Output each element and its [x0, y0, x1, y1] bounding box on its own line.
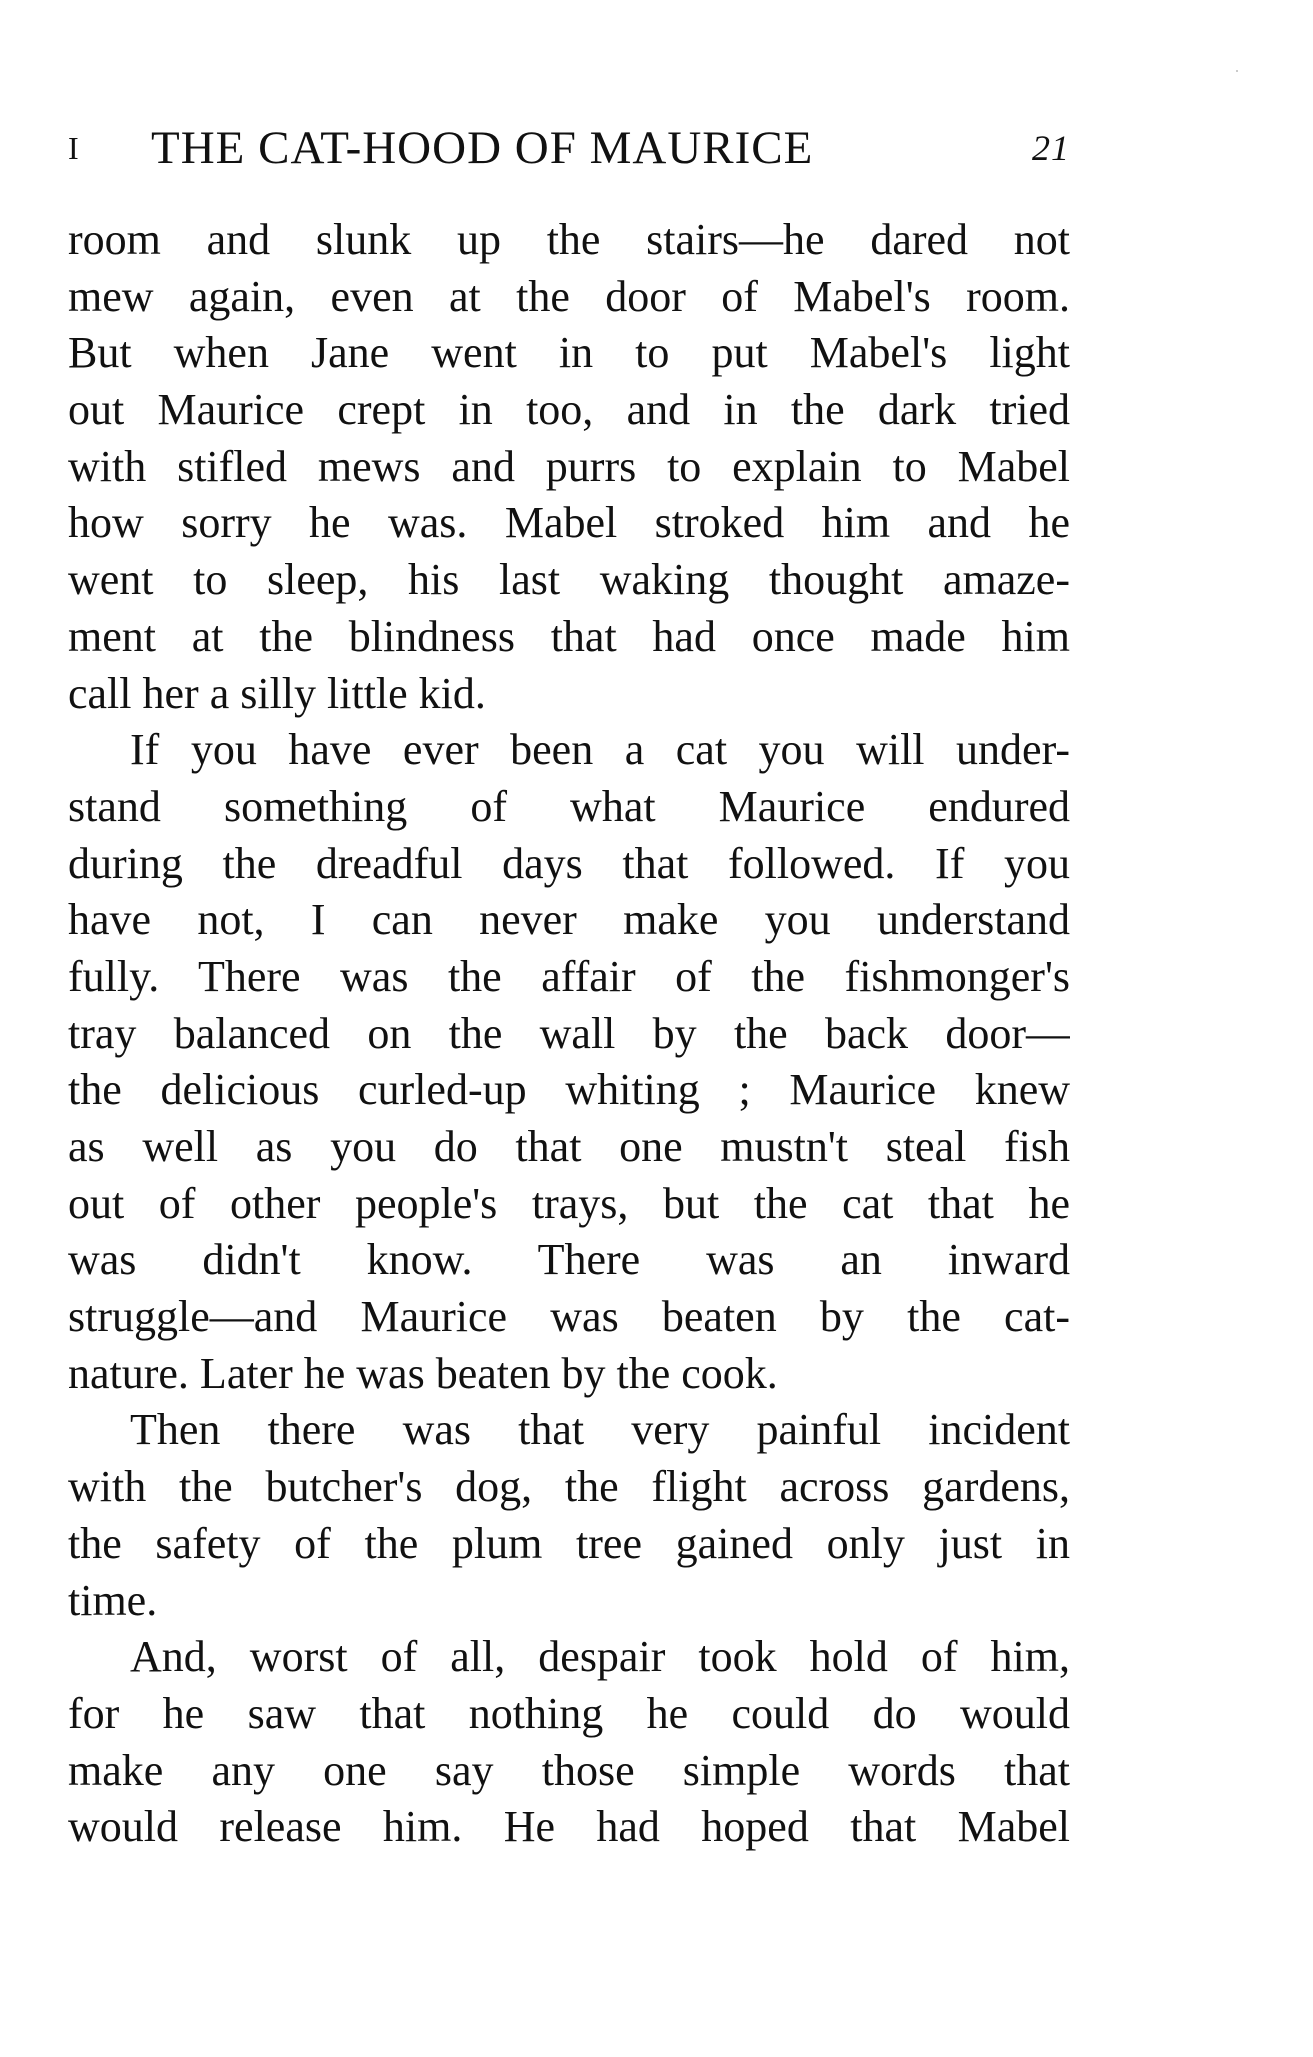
- paragraph: [68, 722, 1070, 1402]
- text-line: But when Jane went in to put Mabel's light: [68, 328, 1070, 378]
- text-line: with stifled mews and purrs to explain to Mabel: [68, 441, 1070, 491]
- text-line: how sorry he was. Mabel stroked him and he: [68, 498, 1070, 548]
- text-line: during the dreadful days that followed. If you: [68, 838, 1070, 888]
- text-line: for he saw that nothing he could do would: [68, 1688, 1070, 1738]
- text-line: call her a silly little kid.: [68, 668, 486, 718]
- text-line: would release him. He had hoped that Mabel: [68, 1802, 1070, 1852]
- paper-speck: [1236, 70, 1238, 72]
- text-line: out Maurice crept in too, and in the dark tried: [68, 385, 1070, 435]
- text-line: mew again, even at the door of Mabel's room.: [68, 271, 1070, 321]
- text-line: went to sleep, his last waking thought amaze-: [68, 555, 1070, 605]
- page-number: 21: [1032, 128, 1070, 168]
- text-line: struggle—and Maurice was beaten by the cat-: [68, 1292, 1070, 1342]
- text-line: ment at the blindness that had once made him: [68, 611, 1070, 661]
- text-line: make any one say those simple words that: [68, 1745, 1070, 1795]
- text-line: nature. Later he was beaten by the cook.: [68, 1348, 778, 1398]
- text-line: tray balanced on the wall by the back door—: [68, 1008, 1070, 1058]
- body-text: [68, 212, 1070, 1856]
- text-line: time.: [68, 1575, 158, 1625]
- text-line: was didn't know. There was an inward: [68, 1235, 1070, 1285]
- running-head-title: THE CAT-HOOD OF MAURICE: [151, 122, 814, 174]
- text-line: have not, I can never make you understand: [68, 895, 1070, 945]
- text-line: And, worst of all, despair took hold of him,: [130, 1632, 1070, 1682]
- chapter-numeral: I: [68, 130, 79, 166]
- text-line: If you have ever been a cat you will under-: [130, 725, 1070, 775]
- text-line: as well as you do that one mustn't steal fish: [68, 1122, 1070, 1171]
- text-line: stand something of what Maurice endured: [68, 781, 1070, 831]
- text-line: room and slunk up the stairs—he dared not: [68, 215, 1070, 264]
- text-line: the safety of the plum tree gained only just in: [68, 1518, 1070, 1568]
- text-line: the delicious curled-up whiting ; Maurice knew: [68, 1065, 1070, 1115]
- text-line: fully. There was the affair of the fishmonger's: [68, 951, 1070, 1001]
- paragraph: [68, 212, 1070, 722]
- paragraph: [68, 1402, 1070, 1629]
- running-head: [68, 118, 1070, 178]
- text-line: Then there was that very painful incident: [130, 1405, 1070, 1455]
- paragraph: [68, 1629, 1070, 1856]
- text-line: with the butcher's dog, the flight across gardens,: [68, 1462, 1070, 1512]
- text-line: out of other people's trays, but the cat that he: [68, 1178, 1070, 1228]
